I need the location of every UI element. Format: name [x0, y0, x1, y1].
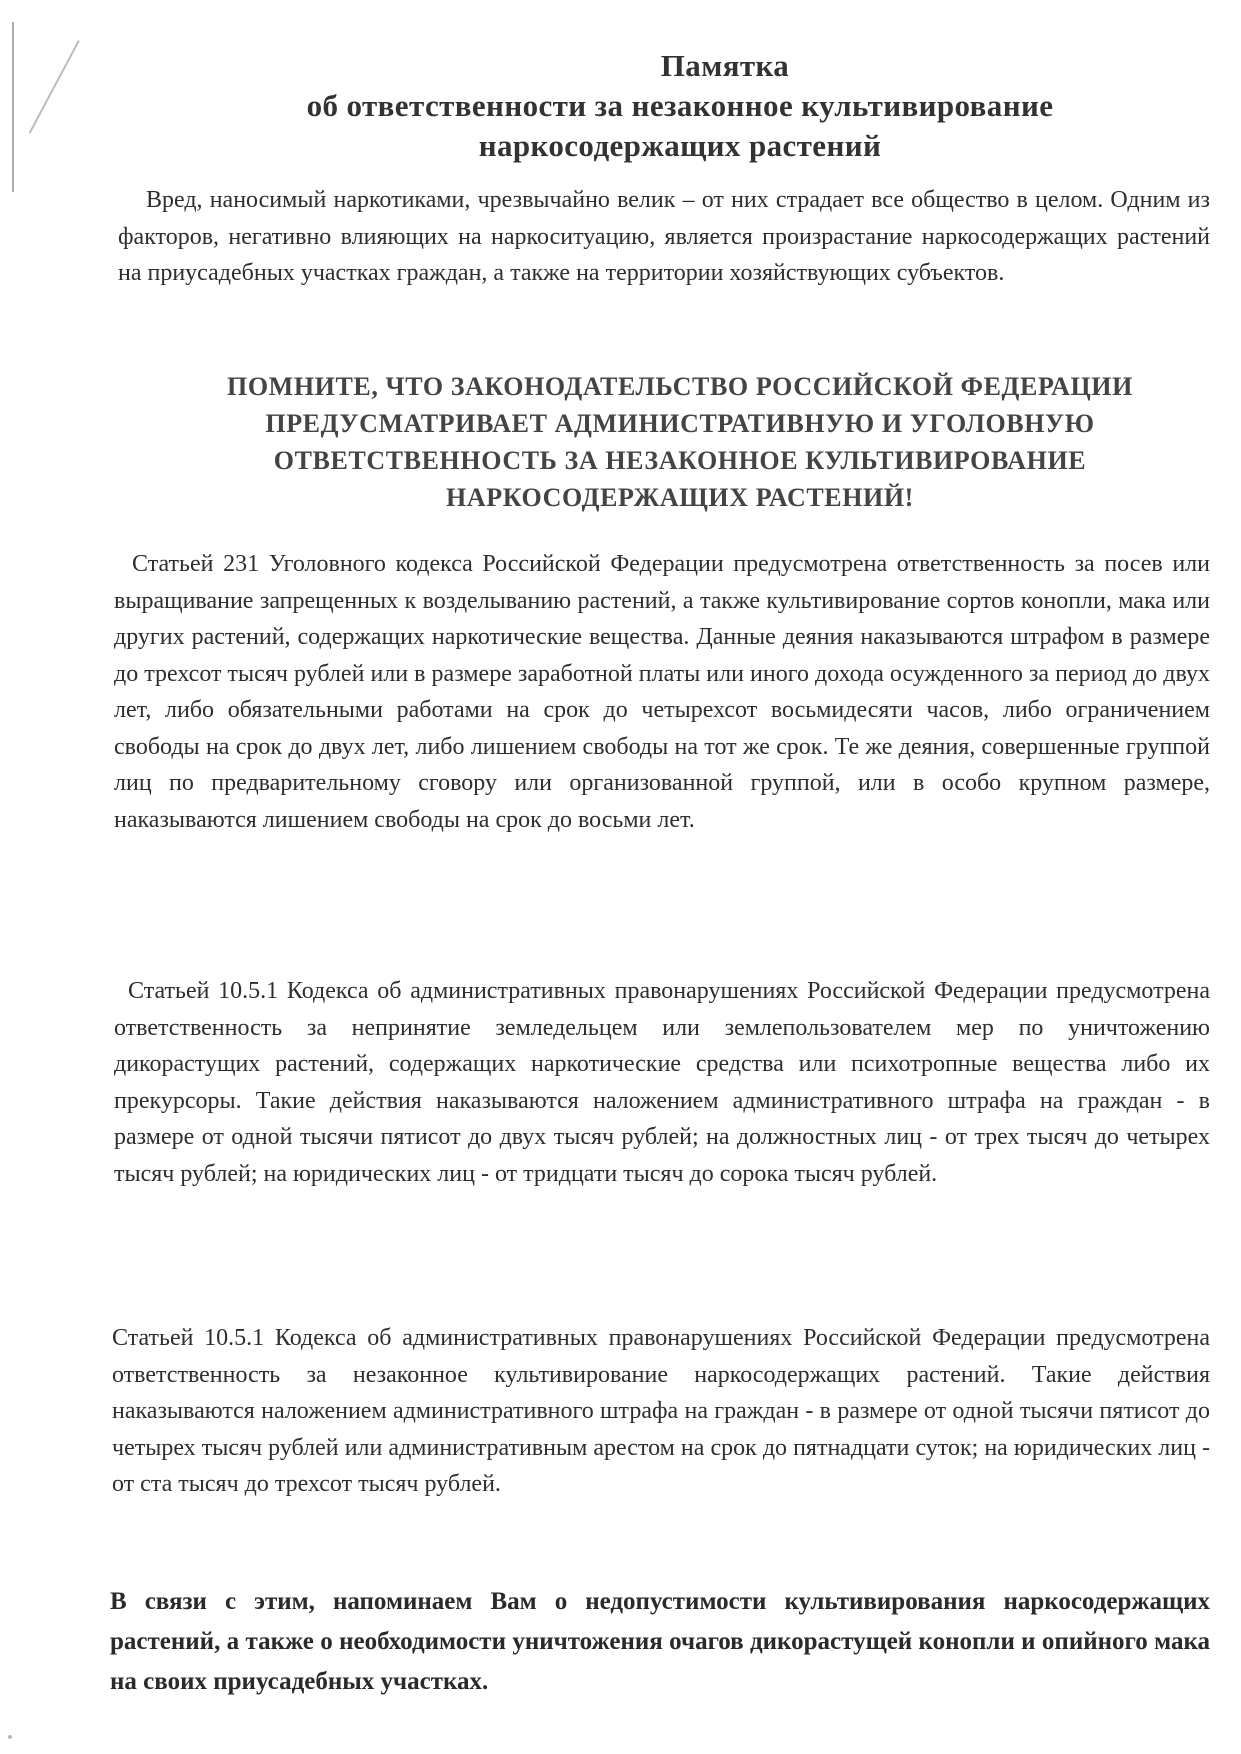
scan-dot	[8, 1735, 12, 1739]
intro-paragraph: Вред, наносимый наркотиками, чрезвычайно велик – от них страдает все общество в целом. Одним из факторов, негативно влияющих на наркоситуацию, является произрастание наркосодержащих растений на приусадебных участках граждан, а также на территории хозяйствующих субъектов.	[118, 187, 1210, 286]
title-line-3: наркосодержащих растений	[478, 128, 882, 163]
criminal-code-paragraph: Статьей 231 Уголовного кодекса Российской Федерации предусмотрена ответственность за посев или выращивание запрещенных к возделыванию растений, а также культивирование сортов конопли, мака или других растений, содержащих наркотические вещества. Данные деяния наказываются штрафом в размере до трехсот тысяч рублей или в размере заработной платы или иного дохода осужденного за период до двух лет, либо обязательными работами на срок до четырехсот восьмидесяти часов, либо ограничением свободы на срок до двух лет, либо лишением свободы на тот же срок. Те же деяния, совершенные группой лиц по предварительному сговору или организованной группой, или в особо крупном размере, наказываются лишением свободы на срок до восьми лет.	[114, 551, 1210, 833]
final-reminder: В связи с этим, напоминаем Вам о недопустимости культивирования наркосодержащих растений, а также о необходимости уничтожения очагов дикорастущей конопли и опийного мака на своих приусадебных участках.	[110, 1588, 1210, 1695]
scan-edge-line	[12, 22, 14, 192]
document-title	[120, 46, 1220, 166]
title-line-2: об ответственности за незаконное культивирование	[306, 88, 1054, 123]
admin-code-paragraph-2: Статьей 10.5.1 Кодекса об административных правонарушениях Российской Федерации предусмотрена ответственность за незаконное культивирование наркосодержащих растений. Такие действия наказываются наложением административного штрафа на граждан - в размере от одной тысячи пятисот до четырех тысяч рублей или административным арестом на срок до пятнадцати суток; на юридических лиц - от ста тысяч до трехсот тысяч рублей.	[112, 1325, 1210, 1497]
title-line-1: Памятка	[660, 48, 790, 83]
admin-code-paragraph-1: Статьей 10.5.1 Кодекса об административных правонарушениях Российской Федерации предусмотрена ответственность за непринятие земледельцем или землепользователем мер по уничтожению дикорастущих растений, содержащих наркотические средства или психотропные вещества либо их прекурсоры. Такие действия наказываются наложением административного штрафа на граждан - в размере от одной тысячи пятисот до двух тысяч рублей; на должностных лиц - от трех тысяч до четырех тысяч рублей; на юридических лиц - от тридцати тысяч до сорока тысяч рублей.	[114, 978, 1210, 1187]
warning-heading: ПОМНИТЕ, ЧТО ЗАКОНОДАТЕЛЬСТВО РОССИЙСКОЙ ФЕДЕРАЦИИ ПРЕДУСМАТРИВАЕТ АДМИНИСТРАТИВНУЮ И УГОЛОВНУЮ ОТВЕТСТВЕННОСТЬ ЗА НЕЗАКОННОЕ КУЛЬТИВИРОВАНИЕ НАРКОСОДЕРЖАЩИХ РАСТЕНИЙ!	[227, 372, 1133, 512]
scan-pen-mark	[29, 40, 80, 133]
